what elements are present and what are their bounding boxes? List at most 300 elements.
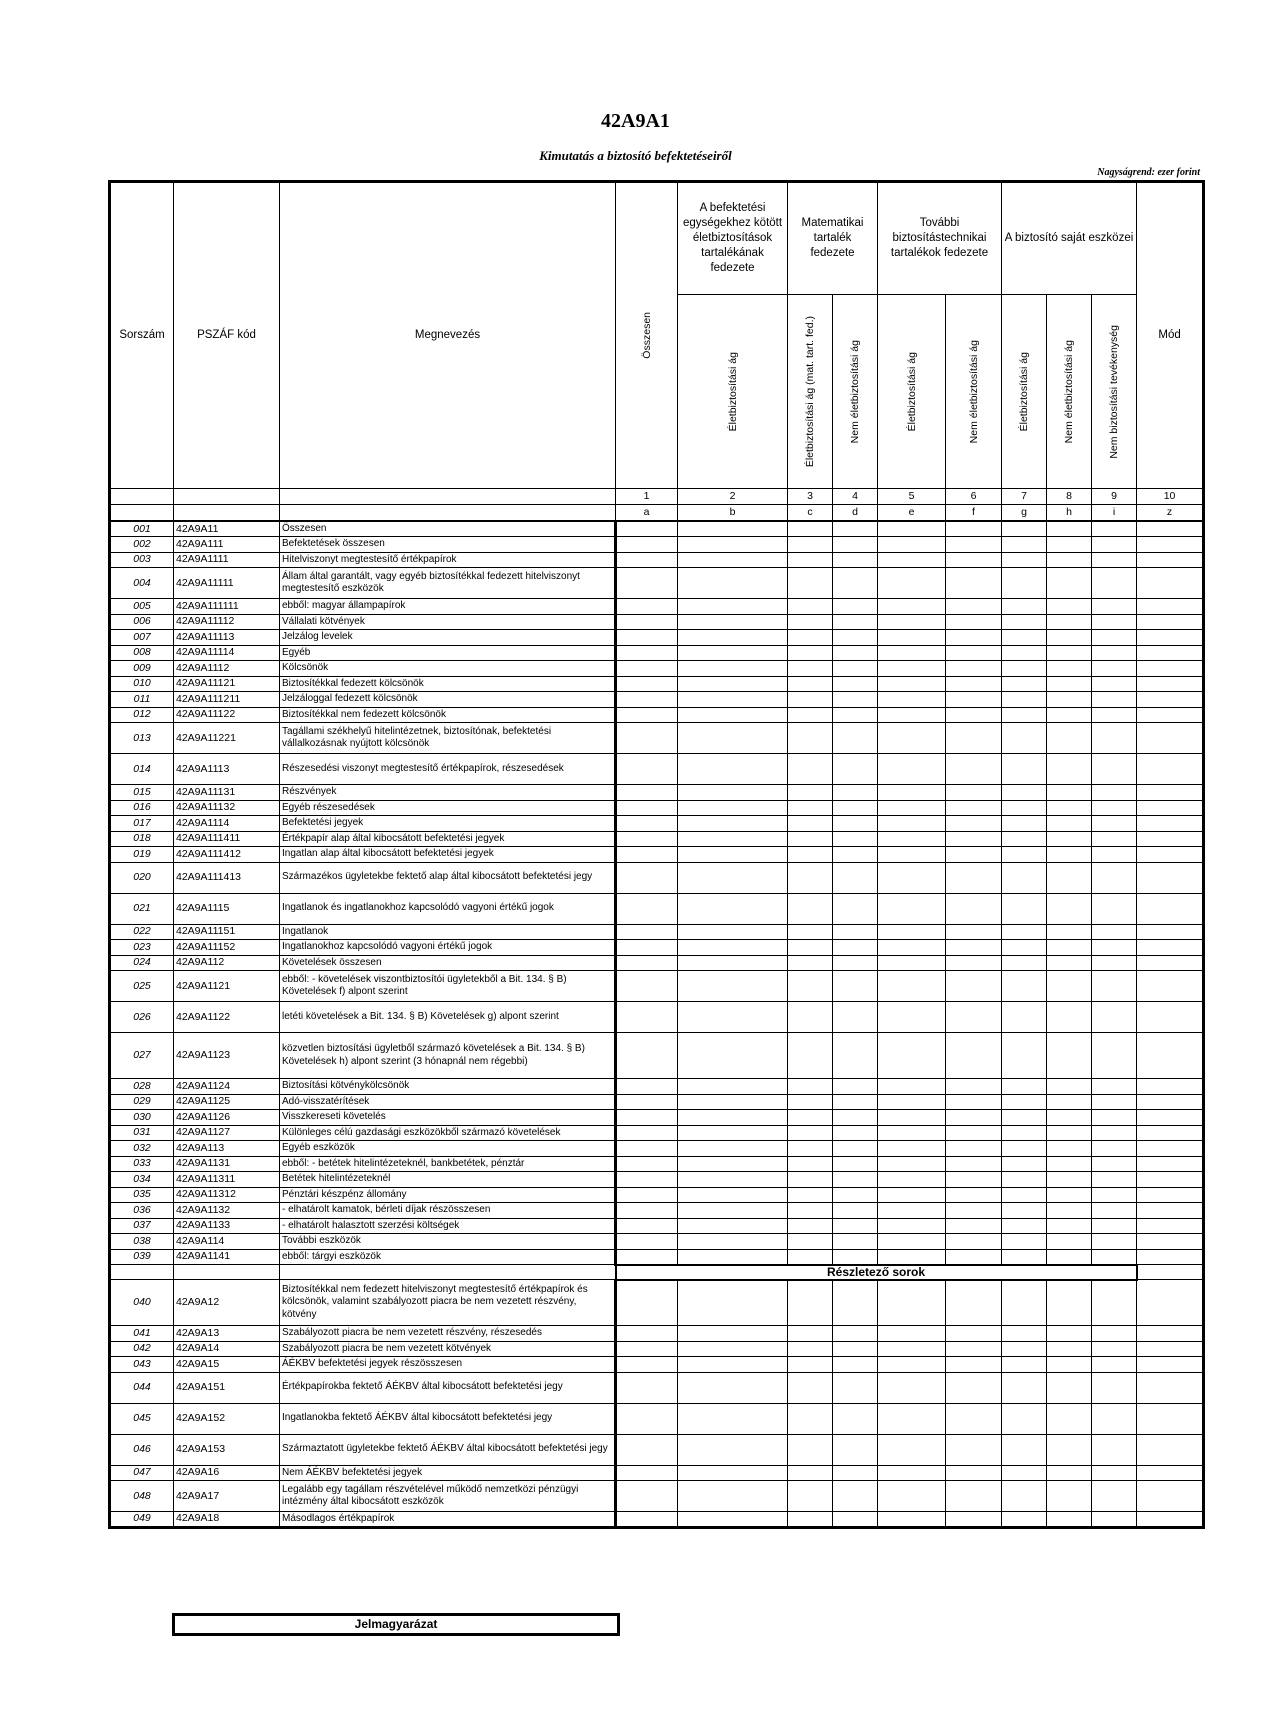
value-cell[interactable] xyxy=(788,1110,833,1126)
value-cell[interactable] xyxy=(678,1249,788,1265)
value-cell[interactable] xyxy=(1092,1249,1137,1265)
value-cell[interactable] xyxy=(1002,645,1047,661)
value-cell[interactable] xyxy=(1047,1403,1092,1434)
value-cell[interactable] xyxy=(616,847,678,863)
value-cell[interactable] xyxy=(1047,893,1092,924)
value-cell[interactable] xyxy=(1092,723,1137,754)
value-cell[interactable] xyxy=(878,847,946,863)
value-cell[interactable] xyxy=(1092,676,1137,692)
value-cell[interactable] xyxy=(1047,1357,1092,1373)
value-cell[interactable] xyxy=(833,645,878,661)
value-cell[interactable] xyxy=(946,599,1002,615)
value-cell[interactable] xyxy=(878,1125,946,1141)
value-cell[interactable] xyxy=(1092,1172,1137,1188)
value-cell[interactable] xyxy=(678,1079,788,1095)
value-cell[interactable] xyxy=(1137,661,1204,677)
value-cell[interactable] xyxy=(788,723,833,754)
value-cell[interactable] xyxy=(946,800,1002,816)
value-cell[interactable] xyxy=(1137,537,1204,553)
value-cell[interactable] xyxy=(1137,1234,1204,1250)
value-cell[interactable] xyxy=(1137,831,1204,847)
value-cell[interactable] xyxy=(1002,1141,1047,1157)
value-cell[interactable] xyxy=(788,924,833,940)
value-cell[interactable] xyxy=(1002,614,1047,630)
value-cell[interactable] xyxy=(1092,568,1137,599)
value-cell[interactable] xyxy=(616,1203,678,1219)
value-cell[interactable] xyxy=(1002,630,1047,646)
value-cell[interactable] xyxy=(1137,552,1204,568)
value-cell[interactable] xyxy=(946,1172,1002,1188)
value-cell[interactable] xyxy=(788,955,833,971)
value-cell[interactable] xyxy=(946,940,1002,956)
value-cell[interactable] xyxy=(1092,1203,1137,1219)
value-cell[interactable] xyxy=(946,645,1002,661)
value-cell[interactable] xyxy=(678,599,788,615)
value-cell[interactable] xyxy=(1137,1403,1204,1434)
value-cell[interactable] xyxy=(616,552,678,568)
value-cell[interactable] xyxy=(788,831,833,847)
value-cell[interactable] xyxy=(788,1249,833,1265)
value-cell[interactable] xyxy=(1002,893,1047,924)
value-cell[interactable] xyxy=(1047,800,1092,816)
value-cell[interactable] xyxy=(833,1341,878,1357)
value-cell[interactable] xyxy=(833,692,878,708)
value-cell[interactable] xyxy=(788,816,833,832)
value-cell[interactable] xyxy=(1002,1203,1047,1219)
value-cell[interactable] xyxy=(788,1141,833,1157)
value-cell[interactable] xyxy=(946,785,1002,801)
value-cell[interactable] xyxy=(1047,614,1092,630)
value-cell[interactable] xyxy=(946,552,1002,568)
value-cell[interactable] xyxy=(616,893,678,924)
value-cell[interactable] xyxy=(788,1434,833,1465)
value-cell[interactable] xyxy=(1092,1002,1137,1033)
value-cell[interactable] xyxy=(1002,831,1047,847)
value-cell[interactable] xyxy=(616,1172,678,1188)
value-cell[interactable] xyxy=(1137,955,1204,971)
value-cell[interactable] xyxy=(1092,1033,1137,1079)
value-cell[interactable] xyxy=(616,862,678,893)
value-cell[interactable] xyxy=(616,785,678,801)
value-cell[interactable] xyxy=(878,1403,946,1434)
value-cell[interactable] xyxy=(878,1110,946,1126)
value-cell[interactable] xyxy=(1047,940,1092,956)
value-cell[interactable] xyxy=(1137,1125,1204,1141)
value-cell[interactable] xyxy=(678,1110,788,1126)
value-cell[interactable] xyxy=(1092,955,1137,971)
value-cell[interactable] xyxy=(1002,1110,1047,1126)
value-cell[interactable] xyxy=(1137,1033,1204,1079)
value-cell[interactable] xyxy=(833,521,878,537)
value-cell[interactable] xyxy=(833,1512,878,1528)
value-cell[interactable] xyxy=(616,1125,678,1141)
value-cell[interactable] xyxy=(788,1033,833,1079)
value-cell[interactable] xyxy=(616,1512,678,1528)
value-cell[interactable] xyxy=(616,1357,678,1373)
value-cell[interactable] xyxy=(1002,1125,1047,1141)
value-cell[interactable] xyxy=(1092,1512,1137,1528)
value-cell[interactable] xyxy=(1137,676,1204,692)
value-cell[interactable] xyxy=(788,1326,833,1342)
value-cell[interactable] xyxy=(1047,521,1092,537)
value-cell[interactable] xyxy=(788,521,833,537)
value-cell[interactable] xyxy=(788,785,833,801)
value-cell[interactable] xyxy=(1137,1110,1204,1126)
value-cell[interactable] xyxy=(1002,1172,1047,1188)
value-cell[interactable] xyxy=(788,1512,833,1528)
value-cell[interactable] xyxy=(946,1481,1002,1512)
value-cell[interactable] xyxy=(678,537,788,553)
value-cell[interactable] xyxy=(946,1033,1002,1079)
value-cell[interactable] xyxy=(678,754,788,785)
value-cell[interactable] xyxy=(788,847,833,863)
value-cell[interactable] xyxy=(946,1203,1002,1219)
value-cell[interactable] xyxy=(1092,1110,1137,1126)
value-cell[interactable] xyxy=(878,707,946,723)
value-cell[interactable] xyxy=(616,599,678,615)
value-cell[interactable] xyxy=(946,1156,1002,1172)
value-cell[interactable] xyxy=(1047,1187,1092,1203)
value-cell[interactable] xyxy=(678,1357,788,1373)
value-cell[interactable] xyxy=(788,862,833,893)
value-cell[interactable] xyxy=(616,692,678,708)
value-cell[interactable] xyxy=(833,862,878,893)
value-cell[interactable] xyxy=(1092,924,1137,940)
value-cell[interactable] xyxy=(946,862,1002,893)
value-cell[interactable] xyxy=(616,800,678,816)
value-cell[interactable] xyxy=(946,816,1002,832)
value-cell[interactable] xyxy=(878,971,946,1002)
value-cell[interactable] xyxy=(878,1156,946,1172)
value-cell[interactable] xyxy=(1137,568,1204,599)
value-cell[interactable] xyxy=(878,893,946,924)
value-cell[interactable] xyxy=(946,1141,1002,1157)
value-cell[interactable] xyxy=(833,599,878,615)
value-cell[interactable] xyxy=(1002,1465,1047,1481)
value-cell[interactable] xyxy=(788,692,833,708)
value-cell[interactable] xyxy=(1002,1002,1047,1033)
value-cell[interactable] xyxy=(1002,552,1047,568)
value-cell[interactable] xyxy=(616,1280,678,1326)
value-cell[interactable] xyxy=(1047,955,1092,971)
value-cell[interactable] xyxy=(1047,645,1092,661)
value-cell[interactable] xyxy=(1137,599,1204,615)
value-cell[interactable] xyxy=(878,831,946,847)
value-cell[interactable] xyxy=(1092,1234,1137,1250)
value-cell[interactable] xyxy=(1137,971,1204,1002)
value-cell[interactable] xyxy=(878,754,946,785)
value-cell[interactable] xyxy=(1002,661,1047,677)
value-cell[interactable] xyxy=(1092,971,1137,1002)
value-cell[interactable] xyxy=(1137,1465,1204,1481)
value-cell[interactable] xyxy=(878,661,946,677)
value-cell[interactable] xyxy=(1047,1079,1092,1095)
value-cell[interactable] xyxy=(616,831,678,847)
value-cell[interactable] xyxy=(1092,707,1137,723)
value-cell[interactable] xyxy=(878,1357,946,1373)
value-cell[interactable] xyxy=(1047,1434,1092,1465)
value-cell[interactable] xyxy=(678,1203,788,1219)
value-cell[interactable] xyxy=(833,924,878,940)
value-cell[interactable] xyxy=(788,1187,833,1203)
value-cell[interactable] xyxy=(788,614,833,630)
value-cell[interactable] xyxy=(833,1172,878,1188)
value-cell[interactable] xyxy=(788,1372,833,1403)
value-cell[interactable] xyxy=(1137,1172,1204,1188)
value-cell[interactable] xyxy=(1047,1156,1092,1172)
value-cell[interactable] xyxy=(788,676,833,692)
value-cell[interactable] xyxy=(946,707,1002,723)
value-cell[interactable] xyxy=(833,831,878,847)
value-cell[interactable] xyxy=(1002,676,1047,692)
value-cell[interactable] xyxy=(878,924,946,940)
value-cell[interactable] xyxy=(788,1357,833,1373)
value-cell[interactable] xyxy=(1002,1341,1047,1357)
value-cell[interactable] xyxy=(678,1141,788,1157)
value-cell[interactable] xyxy=(678,971,788,1002)
value-cell[interactable] xyxy=(1002,1326,1047,1342)
value-cell[interactable] xyxy=(788,537,833,553)
value-cell[interactable] xyxy=(678,707,788,723)
value-cell[interactable] xyxy=(1137,1203,1204,1219)
value-cell[interactable] xyxy=(616,521,678,537)
value-cell[interactable] xyxy=(1092,1434,1137,1465)
value-cell[interactable] xyxy=(1092,521,1137,537)
value-cell[interactable] xyxy=(1092,1156,1137,1172)
value-cell[interactable] xyxy=(1002,1357,1047,1373)
value-cell[interactable] xyxy=(678,1156,788,1172)
value-cell[interactable] xyxy=(946,723,1002,754)
value-cell[interactable] xyxy=(946,1341,1002,1357)
value-cell[interactable] xyxy=(788,893,833,924)
value-cell[interactable] xyxy=(788,1465,833,1481)
value-cell[interactable] xyxy=(1002,1156,1047,1172)
value-cell[interactable] xyxy=(878,1326,946,1342)
value-cell[interactable] xyxy=(678,1434,788,1465)
value-cell[interactable] xyxy=(1047,971,1092,1002)
value-cell[interactable] xyxy=(678,552,788,568)
value-cell[interactable] xyxy=(616,630,678,646)
value-cell[interactable] xyxy=(788,661,833,677)
value-cell[interactable] xyxy=(616,1481,678,1512)
value-cell[interactable] xyxy=(1002,1079,1047,1095)
value-cell[interactable] xyxy=(1137,521,1204,537)
value-cell[interactable] xyxy=(946,1218,1002,1234)
value-cell[interactable] xyxy=(878,614,946,630)
value-cell[interactable] xyxy=(616,568,678,599)
value-cell[interactable] xyxy=(1137,800,1204,816)
value-cell[interactable] xyxy=(1092,831,1137,847)
value-cell[interactable] xyxy=(1047,630,1092,646)
value-cell[interactable] xyxy=(678,1125,788,1141)
value-cell[interactable] xyxy=(878,692,946,708)
value-cell[interactable] xyxy=(1137,1218,1204,1234)
value-cell[interactable] xyxy=(788,1234,833,1250)
value-cell[interactable] xyxy=(616,676,678,692)
value-cell[interactable] xyxy=(878,940,946,956)
value-cell[interactable] xyxy=(1002,816,1047,832)
value-cell[interactable] xyxy=(878,785,946,801)
value-cell[interactable] xyxy=(616,1141,678,1157)
value-cell[interactable] xyxy=(616,1033,678,1079)
value-cell[interactable] xyxy=(833,1125,878,1141)
value-cell[interactable] xyxy=(1092,1094,1137,1110)
value-cell[interactable] xyxy=(788,1403,833,1434)
value-cell[interactable] xyxy=(946,754,1002,785)
value-cell[interactable] xyxy=(1002,754,1047,785)
value-cell[interactable] xyxy=(616,1156,678,1172)
value-cell[interactable] xyxy=(878,568,946,599)
value-cell[interactable] xyxy=(1137,1187,1204,1203)
value-cell[interactable] xyxy=(833,1002,878,1033)
value-cell[interactable] xyxy=(1092,1357,1137,1373)
value-cell[interactable] xyxy=(1137,1079,1204,1095)
value-cell[interactable] xyxy=(1092,785,1137,801)
value-cell[interactable] xyxy=(788,568,833,599)
value-cell[interactable] xyxy=(1047,816,1092,832)
value-cell[interactable] xyxy=(1092,552,1137,568)
value-cell[interactable] xyxy=(1002,568,1047,599)
value-cell[interactable] xyxy=(833,785,878,801)
value-cell[interactable] xyxy=(678,831,788,847)
value-cell[interactable] xyxy=(788,1094,833,1110)
value-cell[interactable] xyxy=(878,1481,946,1512)
value-cell[interactable] xyxy=(833,847,878,863)
value-cell[interactable] xyxy=(1002,599,1047,615)
value-cell[interactable] xyxy=(616,1187,678,1203)
value-cell[interactable] xyxy=(678,816,788,832)
value-cell[interactable] xyxy=(1137,630,1204,646)
value-cell[interactable] xyxy=(878,1372,946,1403)
value-cell[interactable] xyxy=(946,971,1002,1002)
value-cell[interactable] xyxy=(1047,1094,1092,1110)
value-cell[interactable] xyxy=(1047,676,1092,692)
value-cell[interactable] xyxy=(878,1234,946,1250)
value-cell[interactable] xyxy=(878,1141,946,1157)
value-cell[interactable] xyxy=(678,847,788,863)
value-cell[interactable] xyxy=(1137,1326,1204,1342)
value-cell[interactable] xyxy=(1002,940,1047,956)
value-cell[interactable] xyxy=(1002,862,1047,893)
value-cell[interactable] xyxy=(833,971,878,1002)
value-cell[interactable] xyxy=(1002,1249,1047,1265)
value-cell[interactable] xyxy=(678,630,788,646)
value-cell[interactable] xyxy=(1047,785,1092,801)
value-cell[interactable] xyxy=(616,1094,678,1110)
value-cell[interactable] xyxy=(616,537,678,553)
value-cell[interactable] xyxy=(1047,1512,1092,1528)
value-cell[interactable] xyxy=(1047,754,1092,785)
value-cell[interactable] xyxy=(833,1403,878,1434)
value-cell[interactable] xyxy=(878,676,946,692)
value-cell[interactable] xyxy=(1002,1481,1047,1512)
value-cell[interactable] xyxy=(616,1403,678,1434)
value-cell[interactable] xyxy=(616,1341,678,1357)
value-cell[interactable] xyxy=(946,1280,1002,1326)
value-cell[interactable] xyxy=(946,847,1002,863)
value-cell[interactable] xyxy=(946,630,1002,646)
value-cell[interactable] xyxy=(1137,1002,1204,1033)
value-cell[interactable] xyxy=(946,1125,1002,1141)
value-cell[interactable] xyxy=(1092,893,1137,924)
value-cell[interactable] xyxy=(1137,940,1204,956)
value-cell[interactable] xyxy=(878,1280,946,1326)
value-cell[interactable] xyxy=(1047,1465,1092,1481)
value-cell[interactable] xyxy=(833,661,878,677)
value-cell[interactable] xyxy=(616,1079,678,1095)
value-cell[interactable] xyxy=(1092,1280,1137,1326)
value-cell[interactable] xyxy=(678,940,788,956)
value-cell[interactable] xyxy=(678,521,788,537)
value-cell[interactable] xyxy=(1137,707,1204,723)
value-cell[interactable] xyxy=(833,754,878,785)
value-cell[interactable] xyxy=(678,1094,788,1110)
value-cell[interactable] xyxy=(946,831,1002,847)
value-cell[interactable] xyxy=(833,676,878,692)
value-cell[interactable] xyxy=(678,1280,788,1326)
value-cell[interactable] xyxy=(1137,847,1204,863)
value-cell[interactable] xyxy=(833,614,878,630)
value-cell[interactable] xyxy=(946,893,1002,924)
value-cell[interactable] xyxy=(833,1326,878,1342)
value-cell[interactable] xyxy=(678,1465,788,1481)
value-cell[interactable] xyxy=(833,1465,878,1481)
value-cell[interactable] xyxy=(616,1434,678,1465)
value-cell[interactable] xyxy=(1047,1141,1092,1157)
value-cell[interactable] xyxy=(946,568,1002,599)
value-cell[interactable] xyxy=(1002,1187,1047,1203)
value-cell[interactable] xyxy=(946,1110,1002,1126)
value-cell[interactable] xyxy=(946,1187,1002,1203)
value-cell[interactable] xyxy=(878,1434,946,1465)
value-cell[interactable] xyxy=(1092,1125,1137,1141)
value-cell[interactable] xyxy=(616,723,678,754)
value-cell[interactable] xyxy=(616,1249,678,1265)
value-cell[interactable] xyxy=(1137,816,1204,832)
value-cell[interactable] xyxy=(1092,1372,1137,1403)
value-cell[interactable] xyxy=(788,800,833,816)
value-cell[interactable] xyxy=(878,1094,946,1110)
value-cell[interactable] xyxy=(678,1218,788,1234)
value-cell[interactable] xyxy=(616,924,678,940)
value-cell[interactable] xyxy=(616,1234,678,1250)
value-cell[interactable] xyxy=(1092,847,1137,863)
value-cell[interactable] xyxy=(616,754,678,785)
value-cell[interactable] xyxy=(1002,707,1047,723)
value-cell[interactable] xyxy=(1002,723,1047,754)
value-cell[interactable] xyxy=(878,1249,946,1265)
value-cell[interactable] xyxy=(616,1218,678,1234)
value-cell[interactable] xyxy=(678,723,788,754)
value-cell[interactable] xyxy=(1002,924,1047,940)
value-cell[interactable] xyxy=(1137,1156,1204,1172)
value-cell[interactable] xyxy=(878,521,946,537)
value-cell[interactable] xyxy=(1002,800,1047,816)
value-cell[interactable] xyxy=(788,1218,833,1234)
value-cell[interactable] xyxy=(1137,893,1204,924)
value-cell[interactable] xyxy=(946,1249,1002,1265)
value-cell[interactable] xyxy=(1137,1512,1204,1528)
value-cell[interactable] xyxy=(678,645,788,661)
value-cell[interactable] xyxy=(788,599,833,615)
value-cell[interactable] xyxy=(1002,1094,1047,1110)
value-cell[interactable] xyxy=(878,1079,946,1095)
value-cell[interactable] xyxy=(678,893,788,924)
value-cell[interactable] xyxy=(1092,754,1137,785)
value-cell[interactable] xyxy=(1092,599,1137,615)
value-cell[interactable] xyxy=(788,754,833,785)
value-cell[interactable] xyxy=(1092,800,1137,816)
